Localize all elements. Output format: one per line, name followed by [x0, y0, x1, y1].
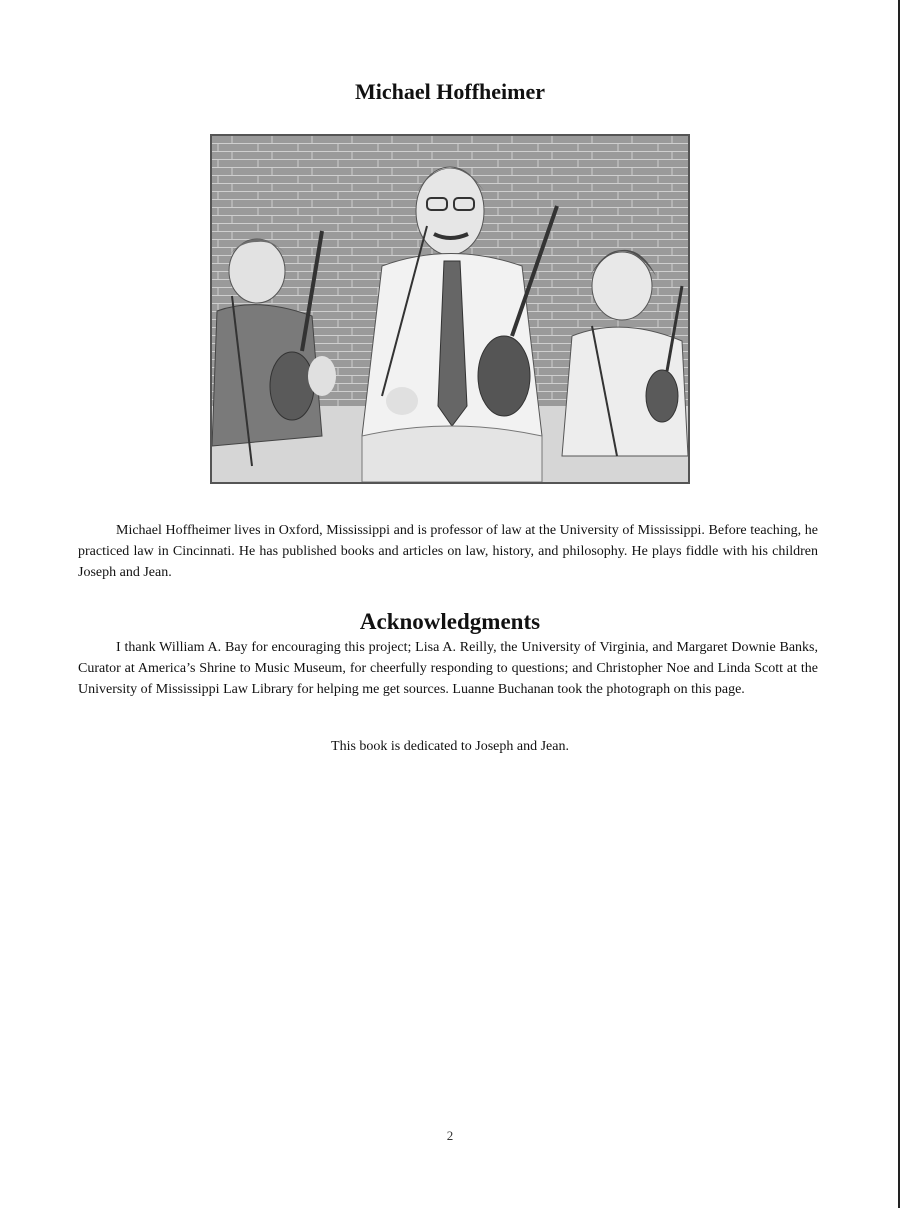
- photograph-illustration: [212, 136, 688, 482]
- acknowledgments-paragraph: I thank William A. Bay for encouraging this project; Lisa A. Reilly, the University of Virginia, and Margaret Downie Banks, Curator at America’s Shrine to Music Museum, for cheerfully responding to questions; and Christopher Noe and Linda Scott at the University of Mississippi Law Library for helping me get sources. Luanne Buchanan took the photograph on this page.: [78, 640, 818, 697]
- author-bio-paragraph: Michael Hoffheimer lives in Oxford, Mississippi and is professor of law at the University of Mississippi. Before teaching, he practiced law in Cincinnati. He has published books and articles on law, history, and philosophy. He plays fiddle with his children Joseph and Jean.: [78, 523, 818, 580]
- page-number: 2: [446, 1128, 454, 1143]
- dedication-line: This book is dedicated to Joseph and Jean.: [331, 739, 569, 754]
- author-photograph: [210, 134, 690, 484]
- page-title: Michael Hoffheimer: [355, 79, 545, 104]
- acknowledgments-heading: Acknowledgments: [359, 609, 541, 634]
